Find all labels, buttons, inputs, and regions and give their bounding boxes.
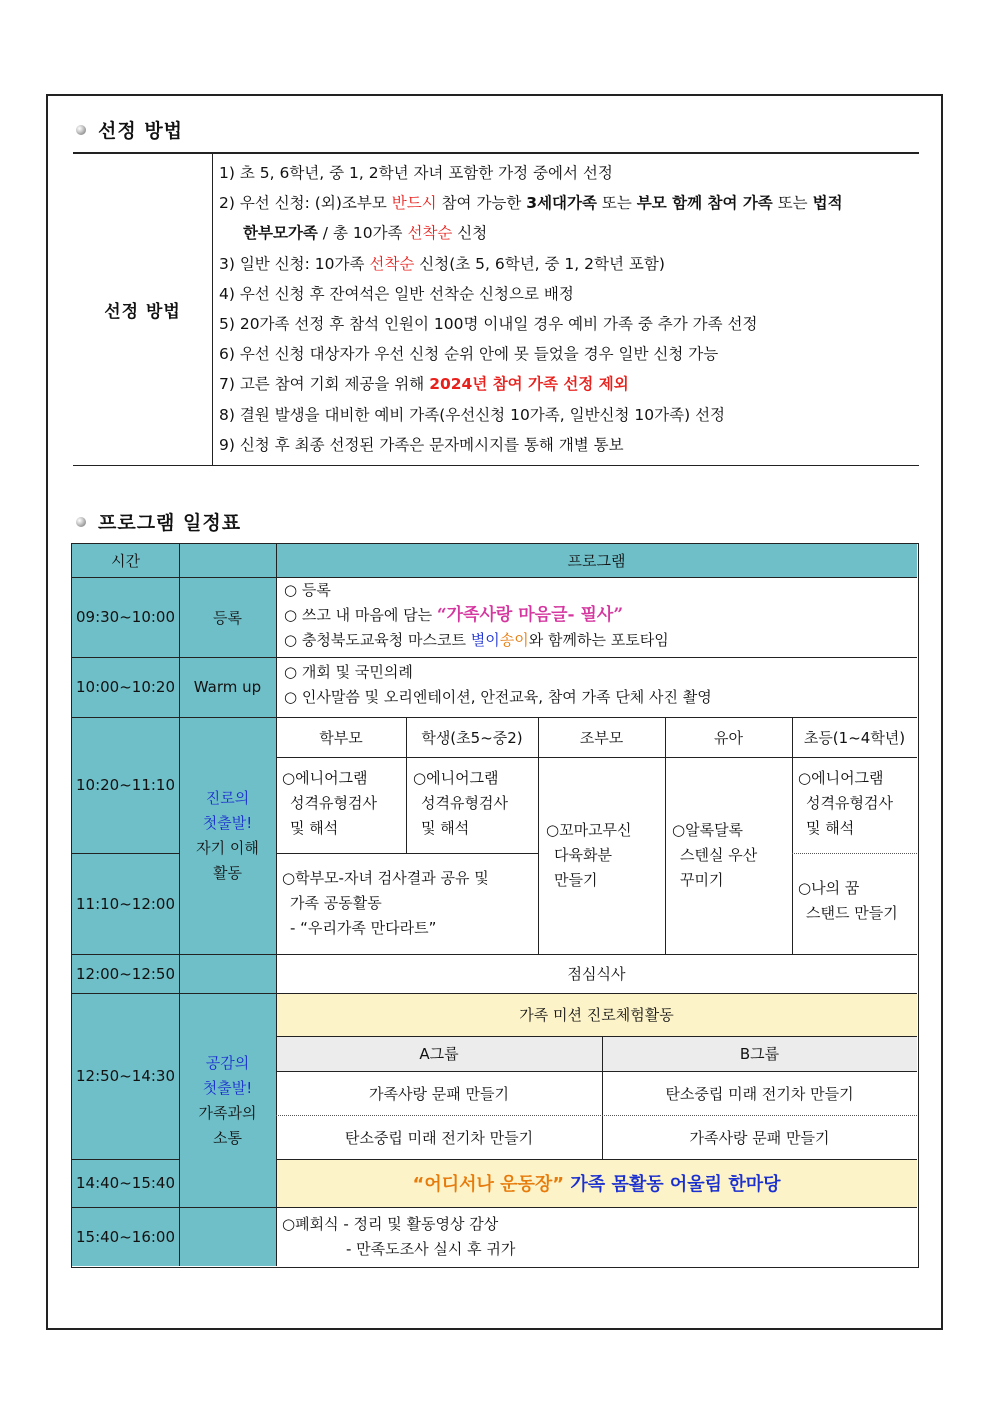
time-lunch: 12:00~12:50 bbox=[75, 964, 176, 983]
grid-line-dotted bbox=[276, 1115, 917, 1116]
section-title-schedule: 프로그램 일정표 bbox=[76, 508, 241, 535]
grid-line bbox=[276, 1036, 917, 1037]
col-student: 학생(초5~중2) bbox=[421, 728, 523, 747]
time-communication: 12:50~14:30 bbox=[75, 1067, 176, 1085]
grid-line bbox=[276, 1159, 917, 1160]
registration-line-2: ○ 쓰고 내 마음에 담는 “가족사랑 마음글- 필사” bbox=[284, 605, 624, 625]
warmup-content bbox=[284, 660, 914, 716]
time-closing: 15:40~16:00 bbox=[75, 1227, 176, 1246]
selection-item-2-cont: 한부모가족 / 총 10가족 선착순 신청 bbox=[243, 224, 488, 243]
selection-item-6: 6) 우선 신청 대상자가 우선 신청 순위 안에 못 들었을 경우 일반 신청 가능 bbox=[219, 345, 719, 364]
student-enneagram: ○에니어그램 성격유형검사 및 해석 bbox=[413, 769, 508, 837]
grid-line bbox=[72, 717, 917, 718]
selection-item-2: 2) 우선 신청: (외)조부모 반드시 참여 가능한 3세대가족 또는 부모 함께 참여 가족 또는 법적 bbox=[219, 194, 843, 213]
registration-line-1: ○ 등록 bbox=[284, 581, 331, 599]
grid-line bbox=[179, 544, 180, 1266]
registration-content bbox=[284, 577, 914, 657]
schedule-table bbox=[71, 543, 919, 1268]
warmup-line-1: ○ 개회 및 국민의례 bbox=[284, 663, 413, 681]
elementary-enneagram: ○에니어그램 성격유형검사 및 해석 bbox=[798, 769, 893, 837]
grid-line bbox=[72, 853, 179, 854]
selection-item-3: 3) 일반 신청: 10가족 선착순 신청(초 5, 6학년, 중 1, 2학년 포함) bbox=[219, 254, 665, 273]
label-communication: 공감의 첫출발! 가족과의 소통 bbox=[198, 1053, 257, 1147]
closing-line-1: ○폐회식 - 정리 및 활동영상 감상 bbox=[282, 1215, 499, 1233]
sports-text: “어디서나 운동장” 가족 몸활동 어울림 한마당 bbox=[276, 1159, 917, 1207]
col-infant: 유아 bbox=[714, 728, 743, 747]
selection-item-9: 9) 신청 후 최종 선정된 가족은 문자메시지를 통해 개별 통보 bbox=[219, 435, 624, 454]
grid-line bbox=[276, 757, 917, 758]
closing-content bbox=[282, 1212, 912, 1262]
infant-activity: ○알록달록 스텐실 우산 꾸미기 bbox=[672, 821, 758, 889]
label-career: 진로의 첫출발! 자기 이해 활동 bbox=[196, 788, 259, 882]
grid-line bbox=[538, 717, 539, 954]
selection-item-8: 8) 결원 발생을 대비한 예비 가족(우선신청 10가족, 일반신청 10가족) 선정 bbox=[219, 405, 726, 424]
closing-line-2: - 만족도조사 실시 후 귀가 bbox=[346, 1240, 516, 1258]
group-b-activity-1: 탄소중립 미래 전기차 만들기 bbox=[665, 1084, 854, 1103]
grid-line bbox=[602, 1036, 603, 1159]
grid-line bbox=[406, 717, 407, 853]
registration-line-3: ○ 충청북도교육청 마스코트 별이송이와 함께하는 포토타임 bbox=[284, 631, 669, 649]
grid-line bbox=[72, 577, 917, 578]
time-career-2: 11:10~12:00 bbox=[75, 894, 176, 913]
grid-line bbox=[665, 717, 666, 954]
header-blank bbox=[179, 544, 276, 577]
grid-line bbox=[72, 954, 917, 955]
group-a-activity-1: 가족사랑 문패 만들기 bbox=[369, 1084, 509, 1103]
grid-line bbox=[276, 1071, 917, 1072]
grid-line bbox=[72, 993, 917, 994]
grid-line bbox=[72, 1207, 917, 1208]
label-registration: 등록 bbox=[213, 608, 242, 627]
col-elementary: 초등(1~4학년) bbox=[803, 728, 906, 747]
time-warmup: 10:00~10:20 bbox=[75, 678, 176, 696]
selection-item-7: 7) 고른 참여 기회 제공을 위해 2024년 참여 가족 선정 제외 bbox=[219, 375, 629, 394]
parent-enneagram: ○에니어그램 성격유형검사 및 해석 bbox=[282, 769, 377, 837]
selection-item-4: 4) 우선 신청 후 잔여석은 일반 선착순 신청으로 배정 bbox=[219, 284, 574, 303]
header-time: 시간 bbox=[72, 544, 179, 577]
grid-line bbox=[72, 657, 917, 658]
time-registration: 09:30~10:00 bbox=[75, 608, 176, 626]
mission-header: 가족 미션 진로체험활동 bbox=[276, 993, 917, 1036]
grid-line bbox=[276, 853, 538, 854]
parent-child-activity: ○학부모-자녀 검사결과 공유 및 가족 공동활동 - “우리가족 만다라트” bbox=[282, 869, 489, 937]
selection-table bbox=[73, 152, 919, 466]
header-program: 프로그램 bbox=[276, 544, 917, 577]
grid-line-dotted bbox=[792, 853, 917, 854]
section-title-selection: 선정 방법 bbox=[76, 116, 183, 143]
grid-line bbox=[72, 1159, 179, 1160]
time-sports: 14:40~15:40 bbox=[75, 1174, 176, 1192]
col-grandparent: 조부모 bbox=[579, 728, 624, 747]
group-a-header: A그룹 bbox=[276, 1036, 602, 1071]
grid-line bbox=[276, 544, 277, 1266]
selection-row-label: 선정 방법 bbox=[73, 154, 213, 465]
col-parent: 학부모 bbox=[319, 728, 363, 747]
elementary-dream-stand: ○나의 꿈 스탠드 만들기 bbox=[798, 879, 898, 922]
grid-line bbox=[792, 717, 793, 954]
group-a-activity-2: 탄소중립 미래 전기차 만들기 bbox=[344, 1128, 534, 1147]
grandparent-activity: ○꼬마고무신 다육화분 만들기 bbox=[546, 821, 632, 889]
bullet-icon bbox=[76, 125, 86, 135]
selection-items bbox=[219, 158, 913, 460]
selection-item-1: 1) 초 5, 6학년, 중 1, 2학년 자녀 포함한 가정 중에서 선정 bbox=[219, 164, 613, 182]
group-b-activity-2: 가족사랑 문패 만들기 bbox=[689, 1128, 830, 1147]
lunch-text: 점심식사 bbox=[567, 965, 626, 983]
time-career-1: 10:20~11:10 bbox=[75, 776, 176, 794]
group-b-header: B그룹 bbox=[602, 1036, 917, 1071]
bullet-icon bbox=[76, 517, 86, 527]
selection-item-5: 5) 20가족 선정 후 참석 인원이 100명 이내일 경우 예비 가족 중 추가 가족 선정 bbox=[219, 314, 758, 333]
warmup-line-2: ○ 인사말씀 및 오리엔테이션, 안전교육, 참여 가족 단체 사진 촬영 bbox=[284, 688, 712, 706]
label-warmup: Warm up bbox=[193, 678, 262, 696]
